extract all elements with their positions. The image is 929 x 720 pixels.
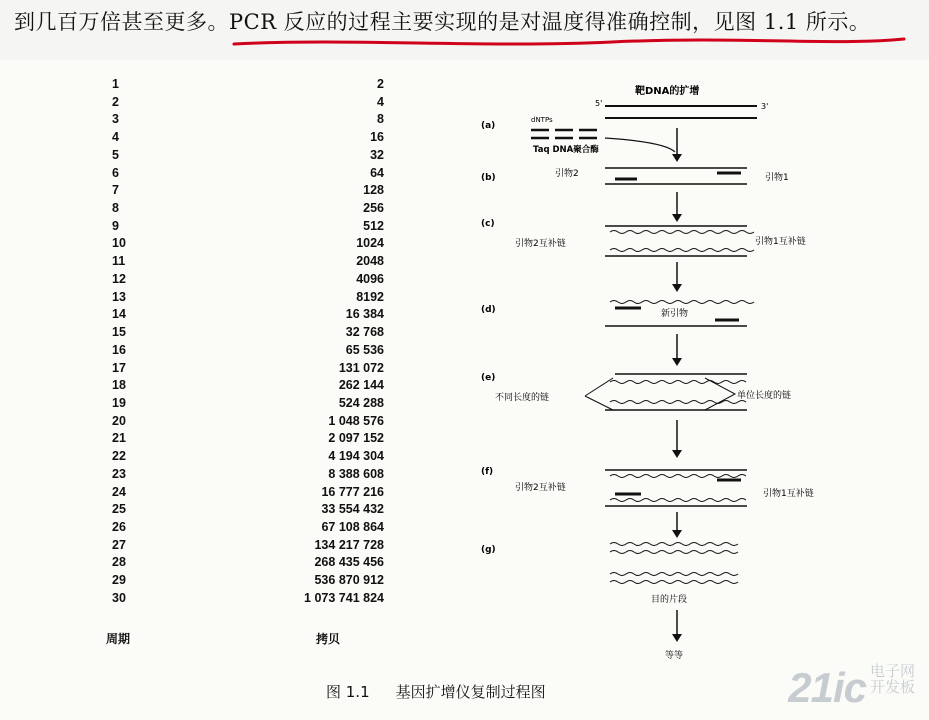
copy-count: 524 288 <box>338 395 384 410</box>
copy-count: 512 <box>363 218 384 233</box>
down-arrow-icon <box>672 334 682 366</box>
cycle-number: 3 <box>112 112 119 127</box>
target-fragment-label: 目的片段 <box>651 595 688 605</box>
copy-count: 8 <box>377 112 384 127</box>
end-label: 3' <box>761 102 769 111</box>
cycle-number: 18 <box>112 378 126 393</box>
copy-count: 262 144 <box>338 378 384 393</box>
table-row <box>102 430 392 448</box>
cycle-number: 2 <box>112 94 119 109</box>
copies-column-label: 拷贝 <box>316 632 341 646</box>
copy-count: 1 073 741 824 <box>304 590 384 605</box>
new-primer-label: 新引物 <box>661 309 689 319</box>
watermark-text: 电子网 <box>869 663 915 680</box>
table-row <box>102 466 392 484</box>
copy-count: 67 108 864 <box>321 519 384 534</box>
step-c-label: (c) <box>481 219 495 229</box>
cycle-number: 8 <box>112 201 119 216</box>
table-row <box>102 271 392 289</box>
down-arrow-icon <box>672 128 682 162</box>
cycle-number: 5 <box>112 147 119 162</box>
diagram-title: 靶DNA的扩增 <box>635 86 700 97</box>
figure-caption <box>326 681 546 702</box>
down-arrow-icon <box>672 512 682 538</box>
copy-count: 2 <box>377 77 384 91</box>
table-row <box>102 554 392 572</box>
cycle-number: 22 <box>112 449 126 464</box>
cycle-number: 23 <box>112 466 126 481</box>
site-watermark <box>788 664 915 712</box>
step-d-label: (d) <box>481 305 496 315</box>
down-arrow-icon <box>672 192 682 222</box>
table-row <box>102 395 392 413</box>
primer1-label: 引物1 <box>765 173 789 183</box>
table-row <box>102 94 392 112</box>
table-row <box>102 306 392 324</box>
table-row <box>102 501 392 519</box>
table-row <box>102 413 392 431</box>
table-row <box>102 76 392 94</box>
step-b-label: (b) <box>481 173 496 183</box>
cycle-column-label: 周期 <box>106 632 131 646</box>
copy-count: 33 554 432 <box>321 502 384 517</box>
cycle-number: 7 <box>112 183 119 198</box>
cycle-number: 13 <box>112 289 126 304</box>
copy-count: 4 <box>377 94 384 109</box>
table-row <box>102 484 392 502</box>
dntps-label: dNTPs <box>531 116 553 124</box>
primer2-comp-label: 引物2互补链 <box>515 483 566 493</box>
copy-count: 32 768 <box>345 325 384 340</box>
cycle-number: 16 <box>112 342 126 357</box>
table-row <box>102 342 392 360</box>
copy-count: 1 048 576 <box>328 413 384 428</box>
copy-count: 536 870 912 <box>314 573 384 588</box>
step-a-label: (a) <box>481 121 496 131</box>
end-label: 5' <box>595 99 603 108</box>
table-row <box>102 200 392 218</box>
etc-label: 等等 <box>665 651 684 661</box>
body-text-line: 到几百万倍甚至更多。PCR 反应的过程主要实现的是对温度得准确控制，见图 1.1 所示。 <box>14 10 871 34</box>
cycle-number: 26 <box>112 519 126 534</box>
copy-count: 131 072 <box>338 360 384 375</box>
copy-count: 8192 <box>356 289 384 304</box>
figure-title: 基因扩增仪复制过程图 <box>395 683 546 701</box>
unit-length-label: 单位长度的链 <box>737 391 792 401</box>
diff-length-label: 不同长度的链 <box>495 393 550 403</box>
copy-count: 134 217 728 <box>314 537 384 552</box>
cycle-number: 28 <box>112 555 126 570</box>
watermark-text: 开发板 <box>869 679 915 696</box>
taq-polymerase-icon <box>531 130 597 138</box>
red-underline-annotation <box>232 34 907 52</box>
cycle-number: 30 <box>112 590 126 605</box>
table-row <box>102 448 392 466</box>
copy-count: 64 <box>370 165 384 180</box>
copy-count: 2 097 152 <box>328 431 384 446</box>
table-row <box>102 360 392 378</box>
table-row <box>102 253 392 271</box>
table-row <box>102 519 392 537</box>
down-arrow-icon <box>672 420 682 458</box>
cycle-number: 29 <box>112 573 126 588</box>
copy-count: 1024 <box>356 236 384 251</box>
copy-count: 4096 <box>356 271 384 286</box>
primer2-label: 引物2 <box>555 169 579 179</box>
copy-count: 2048 <box>356 254 384 269</box>
table-row <box>102 235 392 253</box>
table-row <box>102 165 392 183</box>
copy-count: 256 <box>363 201 384 216</box>
table-row <box>102 289 392 307</box>
copy-count-table <box>102 76 392 608</box>
step-f-label: (f) <box>481 467 494 477</box>
copy-count: 8 388 608 <box>328 466 384 481</box>
copy-count: 16 <box>370 130 384 145</box>
cycle-number: 27 <box>112 537 126 552</box>
table-row <box>102 218 392 236</box>
table-row <box>102 537 392 555</box>
table-row <box>102 590 392 608</box>
cycle-number: 14 <box>112 307 126 322</box>
copy-count: 16 384 <box>345 307 384 322</box>
cycle-number: 10 <box>112 236 126 251</box>
cycle-number: 1 <box>112 77 119 91</box>
copy-count: 128 <box>363 183 384 198</box>
cycle-number: 12 <box>112 271 126 286</box>
taq-label: Taq DNA聚合酶 <box>533 145 599 155</box>
copy-count: 65 536 <box>345 342 384 357</box>
pcr-process-diagram <box>465 80 865 670</box>
cycle-number: 21 <box>112 431 126 446</box>
table-row <box>102 129 392 147</box>
cycle-number: 4 <box>112 130 119 145</box>
cycle-number: 11 <box>112 254 126 269</box>
table-row <box>102 182 392 200</box>
primer1-comp-label: 引物1互补链 <box>763 489 814 499</box>
step-e-label: (e) <box>481 373 496 383</box>
cycle-number: 19 <box>112 395 126 410</box>
table-row <box>102 147 392 165</box>
cycle-number: 15 <box>112 325 126 340</box>
copy-count: 4 194 304 <box>328 449 384 464</box>
down-arrow-icon <box>672 610 682 642</box>
cycle-number: 17 <box>112 360 126 375</box>
step-g-label: (g) <box>481 545 496 555</box>
figure-number: 图 1.1 <box>326 683 370 701</box>
copy-count: 32 <box>370 147 384 162</box>
table-row <box>102 572 392 590</box>
primer1-comp-label: 引物1互补链 <box>755 237 806 247</box>
table-row <box>102 377 392 395</box>
copy-count: 16 777 216 <box>321 484 384 499</box>
cycle-number: 24 <box>112 484 126 499</box>
cycle-number: 25 <box>112 502 126 517</box>
cycle-number: 9 <box>112 218 119 233</box>
watermark-logo: 21ic <box>788 664 866 711</box>
copy-count: 268 435 456 <box>314 555 384 570</box>
primer2-comp-label: 引物2互补链 <box>515 239 566 249</box>
cycle-number: 6 <box>112 165 119 180</box>
table-row <box>102 111 392 129</box>
down-arrow-icon <box>672 262 682 292</box>
cycle-number: 20 <box>112 413 126 428</box>
table-row <box>102 324 392 342</box>
